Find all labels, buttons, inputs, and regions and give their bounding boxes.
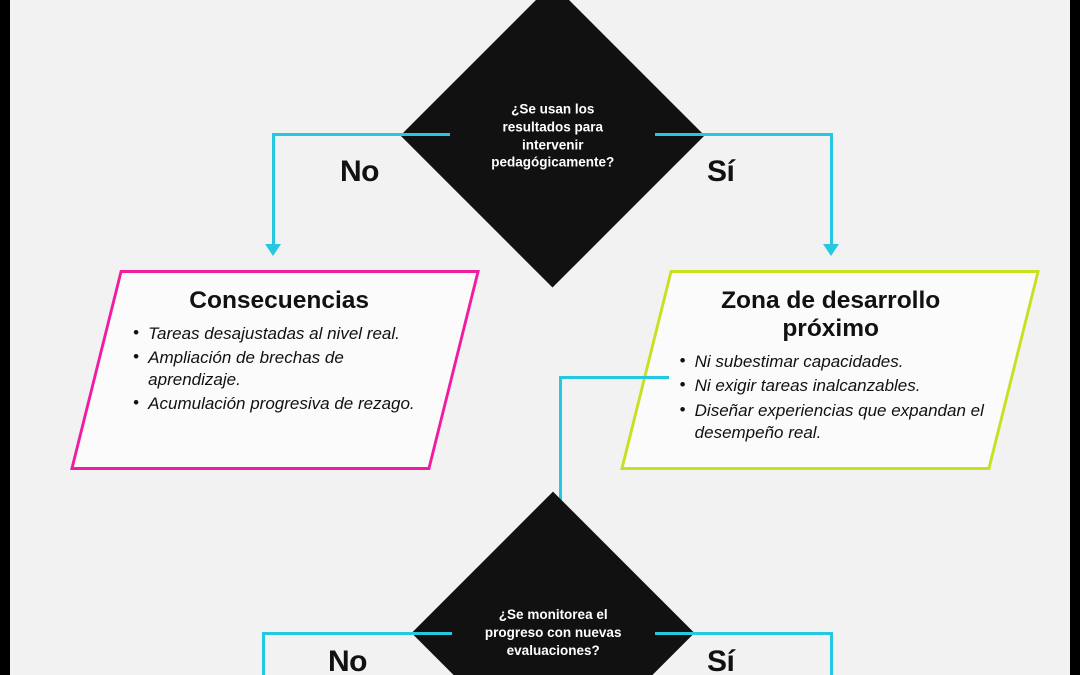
connector-d1-right-down bbox=[830, 133, 833, 248]
decision-2-yes-label: Sí bbox=[707, 645, 735, 675]
decision-node-1 bbox=[400, 0, 704, 288]
connector-zona-out bbox=[559, 376, 669, 379]
connector-d2-left bbox=[262, 632, 452, 635]
list-item: • Tareas desajustadas al nivel real. bbox=[148, 323, 430, 345]
decision-2-no-label: No bbox=[328, 645, 367, 675]
arrow-d1-left bbox=[265, 244, 281, 256]
connector-d2-left-down bbox=[262, 632, 265, 675]
connector-d1-left-down bbox=[272, 133, 275, 248]
decision-1-yes-label: Sí bbox=[707, 155, 735, 188]
card-zona-desarrollo bbox=[620, 270, 1040, 470]
list-item: • Ni subestimar capacidades. bbox=[695, 351, 987, 373]
decision-node-2-label: ¿Se monitorea el progreso con nuevas evaluaciones? bbox=[484, 607, 622, 658]
card-consecuencias-inner bbox=[102, 273, 456, 434]
card-consecuencias-list bbox=[128, 323, 430, 415]
card-zona-desarrollo-list bbox=[675, 351, 987, 443]
connector-d2-right bbox=[655, 632, 833, 635]
card-consecuencias bbox=[70, 270, 480, 470]
decision-1-no-label: No bbox=[340, 155, 379, 188]
list-item: • Diseñar experiencias que expandan el desempeño real. bbox=[695, 400, 987, 444]
list-item: • Ni exigir tareas inalcanzables. bbox=[695, 375, 987, 397]
card-zona-desarrollo-title: Zona de desarrollo próximo bbox=[721, 287, 941, 343]
arrow-d1-right bbox=[823, 244, 839, 256]
connector-d2-right-down bbox=[830, 632, 833, 675]
decision-node-2 bbox=[412, 492, 695, 675]
connector-d1-right bbox=[655, 133, 833, 136]
card-zona-desarrollo-inner bbox=[649, 273, 1013, 462]
decision-node-1-label: ¿Se usan los resultados para intervenir pedagógicamente? bbox=[490, 100, 615, 170]
connector-d1-left bbox=[272, 133, 450, 136]
list-item: • Ampliación de brechas de aprendizaje. bbox=[148, 347, 430, 391]
list-item: • Acumulación progresiva de rezago. bbox=[148, 393, 430, 415]
card-consecuencias-title: Consecuencias bbox=[189, 287, 370, 314]
